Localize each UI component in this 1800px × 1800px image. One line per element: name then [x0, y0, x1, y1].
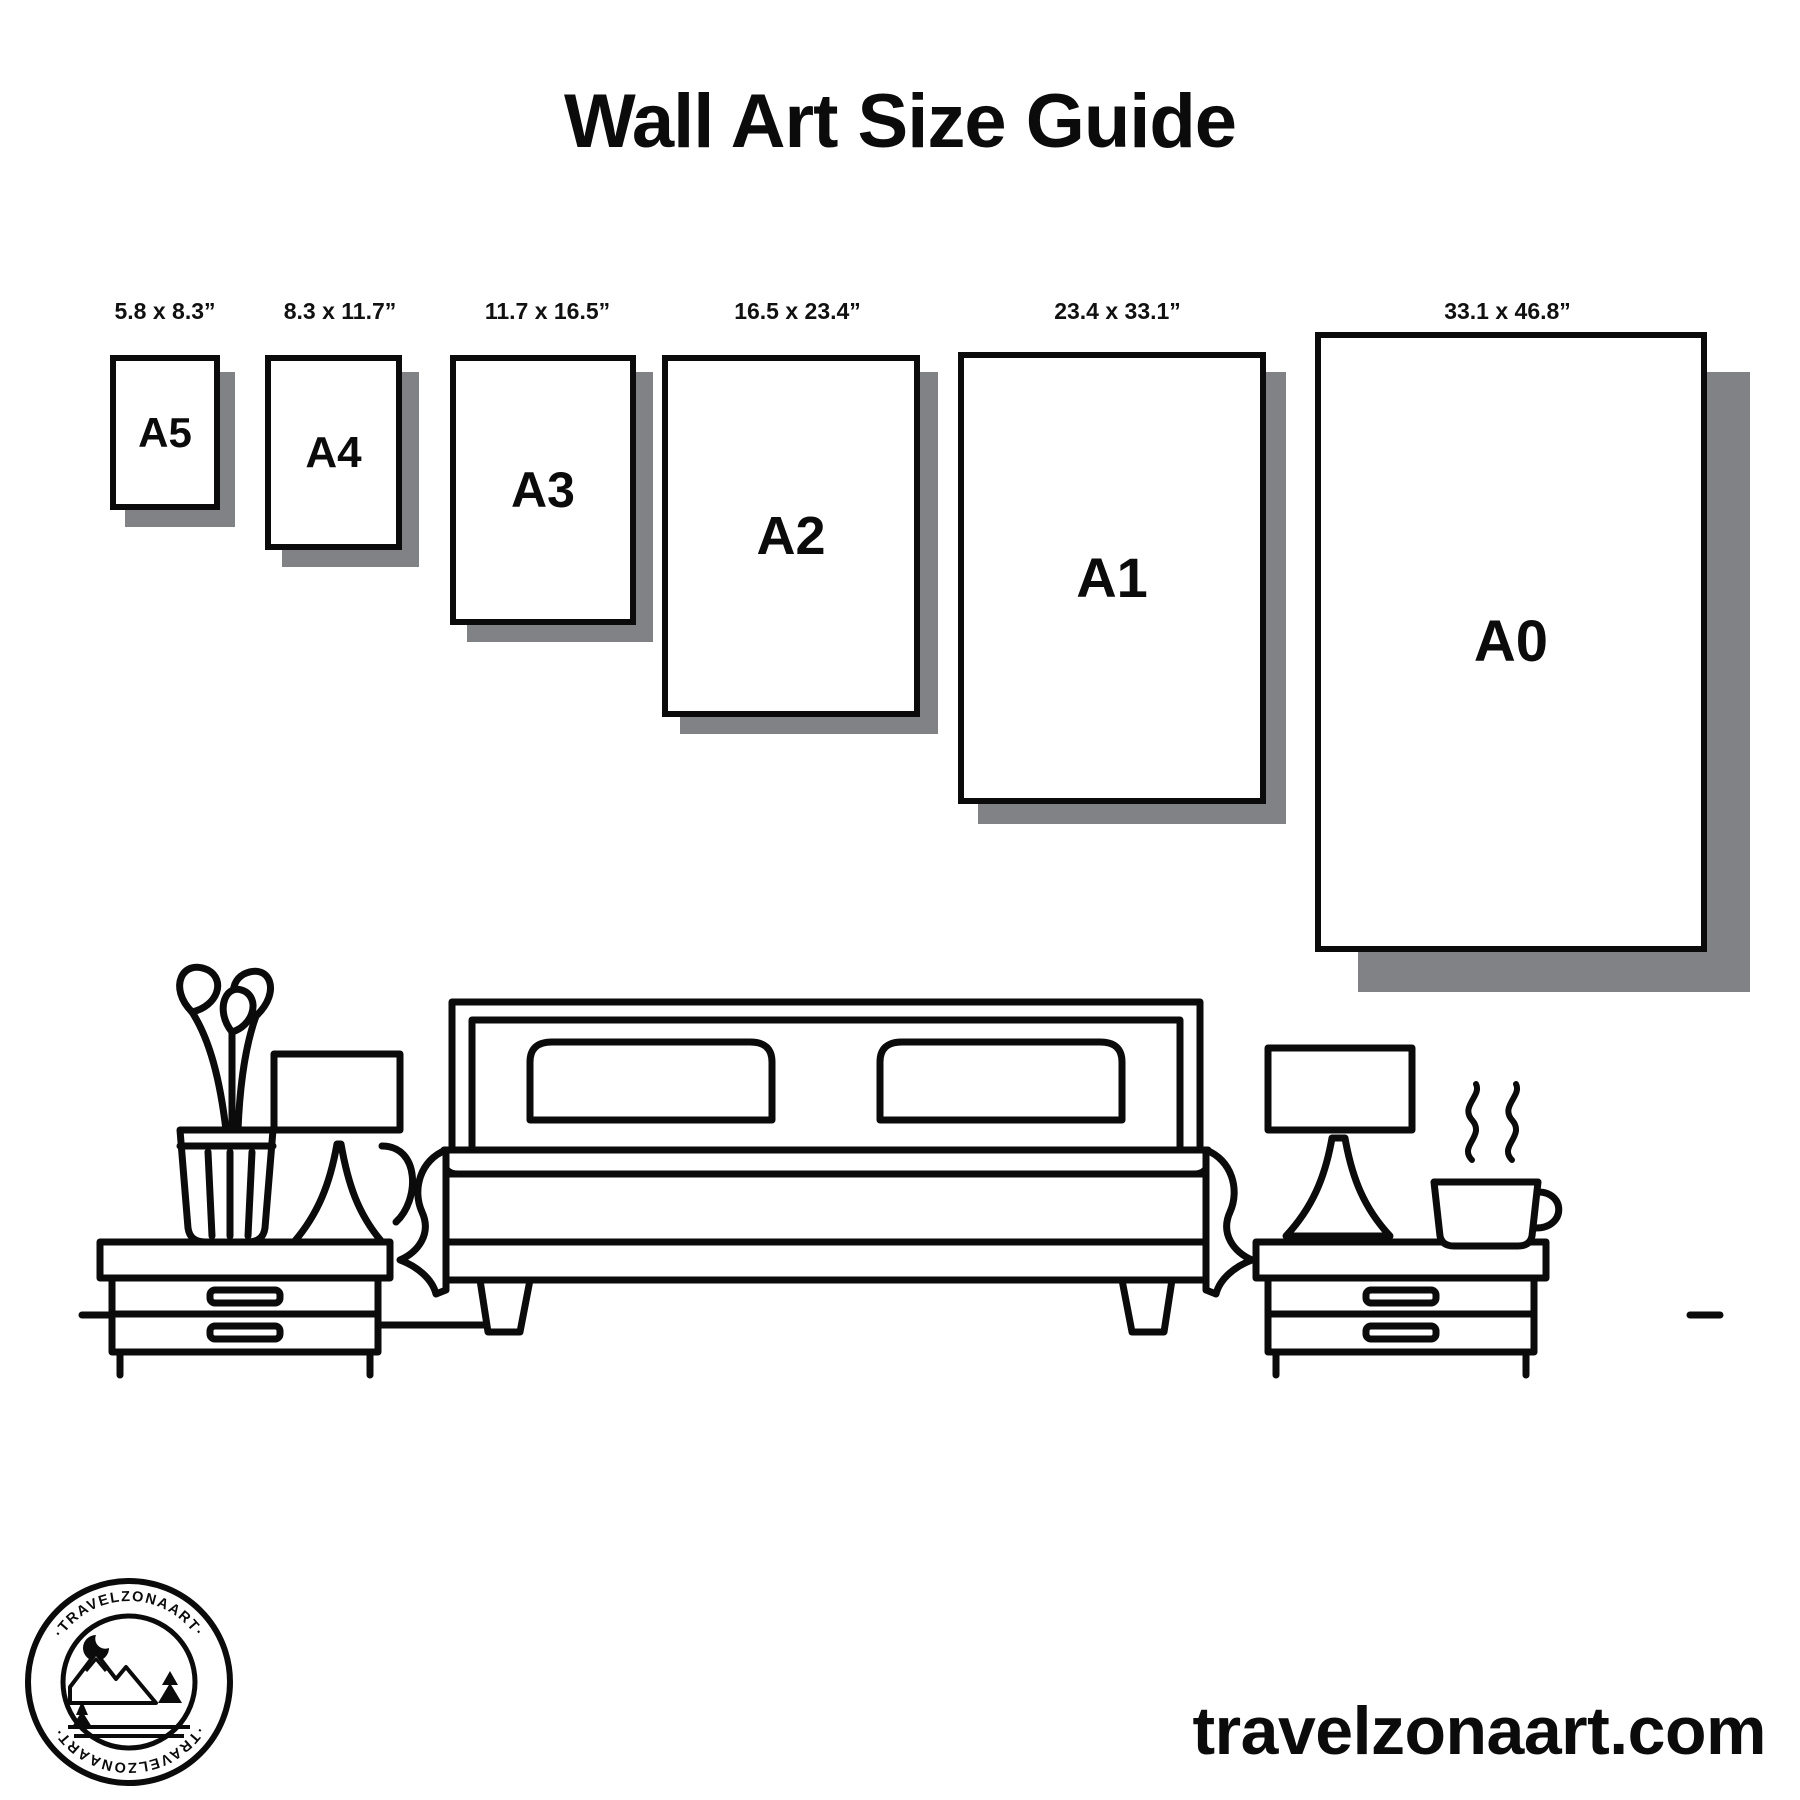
bedroom-scene	[60, 960, 1760, 1380]
right-nightstand-icon	[1256, 1242, 1546, 1375]
logo-ring-text-bottom: ·TRAVELZONAART·	[50, 1723, 208, 1776]
frame-label-a4: A4	[305, 427, 362, 477]
frame-box-a5[interactable]	[110, 355, 220, 510]
frame-label-a3: A3	[511, 462, 575, 518]
frame-box-a2[interactable]	[662, 355, 920, 717]
page-title: Wall Art Size Guide	[563, 79, 1237, 164]
frame-box-a1[interactable]	[958, 352, 1266, 804]
frame-dimension-a5: 5.8 x 8.3”	[114, 298, 216, 324]
left-table-lamp-icon	[274, 1054, 413, 1242]
frame-label-a1: A1	[1076, 546, 1148, 609]
frame-label-a2: A2	[756, 506, 826, 566]
bed-icon	[400, 1002, 1252, 1332]
frame-box-a4[interactable]	[265, 355, 402, 550]
plant-vase-icon	[180, 967, 273, 1242]
brand-logo	[22, 1575, 237, 1790]
left-nightstand-icon	[100, 1242, 390, 1375]
website-url[interactable]: travelzonaart.com	[1192, 1693, 1766, 1769]
frame-label-a5: A5	[138, 408, 192, 456]
frame-dimension-a3: 11.7 x 16.5”	[484, 298, 611, 324]
logo-ring-text-top: ·TRAVELZONAART·	[50, 1588, 208, 1641]
logo-mountain-moon-icon	[68, 1635, 190, 1736]
frame-label-a0: A0	[1473, 609, 1549, 674]
frame-dimension-a1: 23.4 x 33.1”	[1054, 298, 1181, 324]
right-table-lamp-icon	[1268, 1048, 1412, 1242]
coffee-cup-icon	[1434, 1084, 1559, 1246]
frame-dimension-a2: 16.5 x 23.4”	[734, 298, 861, 324]
frame-dimension-a0: 33.1 x 46.8”	[1444, 298, 1571, 324]
frame-box-a0[interactable]	[1315, 332, 1707, 952]
frame-dimension-a4: 8.3 x 11.7”	[283, 298, 397, 324]
frame-box-a3[interactable]	[450, 355, 636, 625]
